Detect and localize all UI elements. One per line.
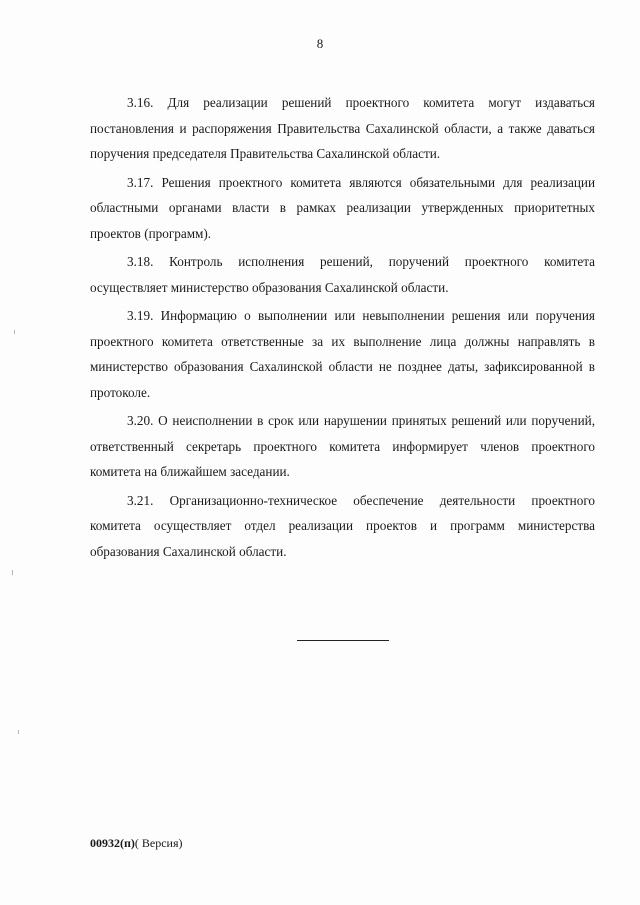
paragraph-3-18: 3.18. Контроль исполнения решений, поручений проектного комитета осуществляет министерство образования Сахалинской области. <box>90 254 595 295</box>
scan-artifact <box>12 570 13 575</box>
paragraph-3-16: 3.16. Для реализации решений проектного комитета могут издаваться постановления и распоряжения Правительства Сахалинской области, а также даваться поручения председателя Правительства Сахалинской области. <box>90 95 595 161</box>
paragraph-3-19: 3.19. Информацию о выполнении или невыполнении решения или поручения проектного комитета ответственные за их выполнение лица должны направлять в министерство образования Сахалинской области не позднее даты, зафиксированной в протоколе. <box>90 308 595 400</box>
document-version: ( Версия) <box>134 836 183 850</box>
document-code-number: 00932(п) <box>90 836 135 850</box>
end-divider-line <box>297 640 389 641</box>
scan-artifact <box>18 730 19 734</box>
document-code <box>90 836 183 851</box>
paragraph-3-17: 3.17. Решения проектного комитета являются обязательными для реализации областными органами власти в рамках реализации утвержденных приоритетных проектов (программ). <box>90 174 595 241</box>
paragraph-3-20: 3.20. О неисполнении в срок или нарушении принятых решений или поручений, ответственный секретарь проектного комитета информирует членов проектного комитета на ближайшем заседании. <box>90 413 595 479</box>
page-number: 8 <box>316 36 324 51</box>
document-body <box>90 90 595 567</box>
scan-artifact <box>14 330 15 334</box>
paragraph-3-21: 3.21. Организационно-техническое обеспечение деятельности проектного комитета осуществляет отдел реализации проектов и программ министерства образования Сахалинской области. <box>90 492 595 559</box>
